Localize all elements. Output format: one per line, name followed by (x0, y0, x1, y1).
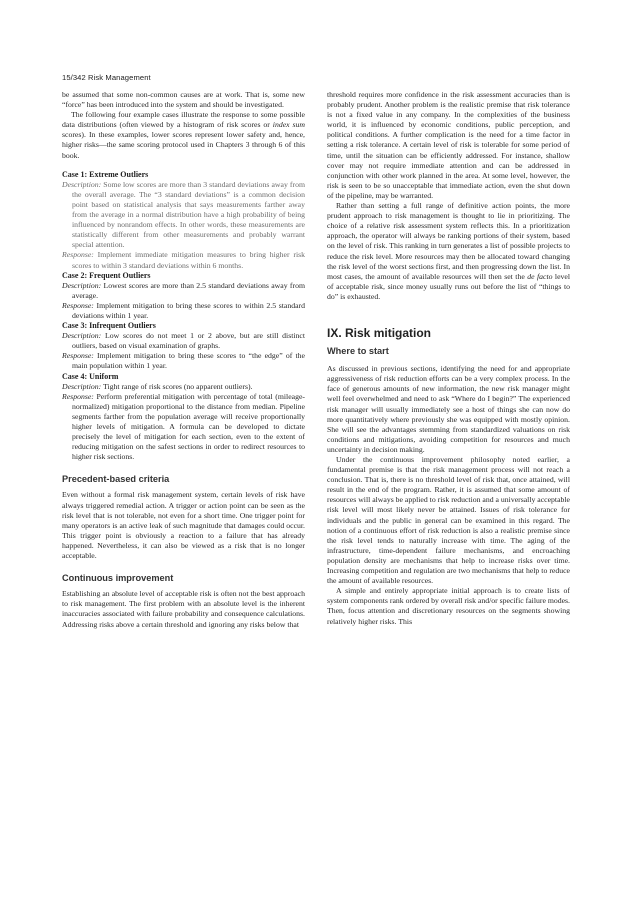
paragraph-text: As discussed in previous sections, identifying the need for and appropriate aggressiveness of risk reduction efforts can be a very complex process. In the face of generous amounts of new information, the new risk manager might well feel overwhelmed and need to ask “Where do I begin?” The experienced risk manager will usually immediately see a host of things she can now do more quantitatively where previously she was equipped with mostly opinion. She will see the advantages stemming from standardized valuations on risk conditions and mitigations, avoiding competition for resources and much uncertainty in decision making. (327, 364, 570, 454)
paragraph-text: threshold requires more confidence in the risk assessment accuracies than is probably prudent. Another problem is the realistic premise that risk tolerance is not a fixed value in any company. In the complexities of the business world, it is influenced by economic conditions, public perception, and political conditions. A further complication is the need for a time factor in setting a risk tolerance. A certain level of risk is tolerable for some period of time, until the situation can be efficiently addressed. For instance, shallow cover may not require immediate attention and can be addressed in conjunction with other work planned in the area. At some level, however, the risk is seen to be so unacceptable that immediate action, even the shut down of the pipeline, may be warranted. (327, 90, 570, 200)
response-label: Response: (62, 250, 94, 260)
case-1-title: Case 1: Extreme Outliers (62, 169, 149, 179)
right-column (327, 90, 570, 627)
case-1-response (62, 250, 305, 270)
description-label: Description: (62, 179, 102, 189)
left-column (62, 90, 305, 630)
section-heading-precedent: Precedent-based criteria (62, 474, 170, 485)
case-text: Low scores do not meet 1 or 2 above, but are still distinct outliers, based on visual examination of graphs. (72, 331, 305, 351)
case-4-response (62, 392, 305, 463)
paragraph-text: A simple and entirely appropriate initial approach is to create lists of system components rank ordered by overall risk and/or specific failure modes. Then, focus attention and discretionary resources on the segments showing relatively higher risks. This (327, 586, 570, 626)
paragraph (62, 110, 305, 160)
case-text: Some low scores are more than 3 standard deviations away from the overall average. The “3 standard deviations” is a common decision point based on statistical analysis that says measurements farther away from the average in a normal distribution have a high probability of being influenced by nonrandom effects. In other words, these measurements are statistically different from other measurements and probably warrant special attention. (72, 179, 305, 250)
case-2-title: Case 2: Frequent Outliers (62, 270, 151, 280)
case-text: Implement mitigation to bring these scores to within 2.5 standard deviations within 1 year. (72, 300, 305, 320)
paragraph (327, 586, 570, 626)
response-label: Response: (62, 300, 94, 310)
response-label: Response: (62, 391, 94, 401)
section-heading-risk-mitigation: IX. Risk mitigation (327, 325, 432, 340)
case-3-title: Case 3: Infrequent Outliers (62, 321, 156, 331)
paragraph-text: scores). In these examples, lower scores represent lower safety and, hence, higher risks—the same scoring protocol used in Chapters 3 through 6 of this book. (62, 130, 305, 160)
case-3-description (62, 331, 305, 351)
description-label: Description: (62, 331, 102, 341)
paragraph-text: level of acceptable risk, since money usually runs out before the list of “things to do” is exhausted. (327, 271, 570, 301)
case-3-response (62, 351, 305, 371)
paragraph (62, 589, 305, 629)
case-text: Lowest scores are more than 2.5 standard deviations away from average. (72, 280, 305, 300)
case-1-description (62, 180, 305, 251)
paragraph-text: The following four example cases illustrate the response to some possible data distributions (often viewed by a histogram of risk scores or (62, 110, 305, 130)
case-2-description (62, 281, 305, 301)
case-2-response (62, 301, 305, 321)
emphasis-text: index sum (272, 120, 305, 130)
response-label: Response: (62, 351, 94, 361)
case-4-description (62, 382, 305, 392)
paragraph (62, 90, 305, 110)
paragraph (327, 455, 570, 586)
description-label: Description: (62, 280, 102, 290)
description-label: Description: (62, 381, 102, 391)
paragraph-text: Under the continuous improvement philosophy noted earlier, a fundamental premise is that the risk management process will not reach a conclusion. That is, there is no threshold level of risk that, once attained, will result in the end of the program. Rather, it is assumed that some amount of resources will always be applied to risk reduction and a universally acceptable risk level will most likely never be attained. Issues of risk tolerance for individuals and the public in general can be examined in this regard. The notion of a continuous effort of risk reduction is also a realistic premise since the risk level tends to naturally increase with time. The aging of the infrastructure, time-dependent failure mechanisms, and encroaching population density are mechanisms that help to increase risks over time. Increasing competition and regulation are two mechanisms that help to reduce the amount of available resources. (327, 455, 570, 586)
paragraph-text: Even without a formal risk management system, certain levels of risk have always triggered remedial action. A trigger or action point can be seen as the risk level that is not tolerable, not even for a short time. One trigger point for many operators is an active leak of such magnitude that damages could occur. This trigger point is obviously a reaction to a failure that has already happened. Nevertheless, it can also be viewed as a risk that is no longer acceptable. (62, 490, 305, 561)
emphasis-text: de facto (527, 271, 553, 281)
case-text: Implement immediate mitigation measures to bring higher risk scores to within 3 standard deviations within 6 months. (72, 250, 305, 270)
paragraph (327, 90, 570, 201)
section-heading-continuous: Continuous improvement (62, 573, 174, 584)
running-header: 15/342 Risk Management (62, 73, 151, 82)
paragraph (62, 490, 305, 561)
case-4-title: Case 4: Uniform (62, 371, 119, 381)
case-text: Perform preferential mitigation with percentage of total (mileage-normalized) mitigation proportional to the distance from median. Pipeline segments farther from the population average will receive proportionally higher levels of mitigation. A formula can be developed to dictate precisely the level of mitigation for each section, even to the extent of reducing mitigation on the safest sections in order to redirect resources to higher risk sections. (72, 391, 305, 462)
subsection-heading-where-to-start: Where to start (327, 346, 389, 357)
paragraph-text: Establishing an absolute level of acceptable risk is often not the best approach to risk management. The first problem with an absolute level is the inherent inaccuracies associated with failure probability and consequence calculations. Addressing risks above a certain threshold and ignoring any risks below that (62, 589, 305, 629)
case-text: Tight range of risk scores (no apparent outliers). (101, 381, 253, 391)
paragraph (327, 364, 570, 455)
paragraph-text: Rather than setting a full range of definitive action points, the more prudent approach to risk management is thought to lie in prioritizing. The choice of a relative risk assessment system reflects this. In a prioritization approach, the operator will always be ranking portions of their system, based on the level of risk. This ranking in turn generates a list of possible projects to reduce the risk level. More resources may then be allocated toward changing the risk level of the worst sections first, and then progressing down the list. In most cases, the amount of available resources will then set the (327, 201, 570, 281)
case-text: Implement mitigation to bring these scores to “the edge” of the main population within 1 year. (72, 351, 305, 371)
paragraph-text: be assumed that some non-common causes are at work. That is, some new “force” has been introduced into the system and should be investigated. (62, 90, 305, 110)
paragraph (327, 201, 570, 302)
